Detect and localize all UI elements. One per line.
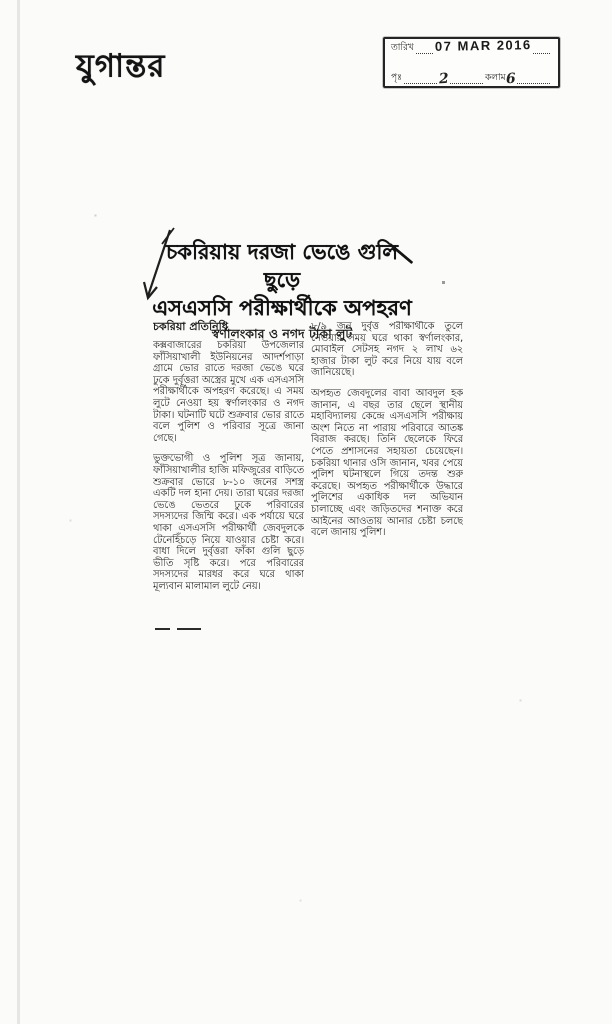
dotted-leader	[404, 80, 437, 84]
stamp-page-row	[391, 70, 552, 88]
article-subhead: স্বর্ণালংকার ও নগদ টাকা লুট	[211, 326, 353, 341]
dotted-leader	[533, 50, 550, 54]
body-paragraph: ভুক্তভোগী ও পুলিশ সূত্র জানায়, ফাঁসিয়াখালীর হাজি মফিজুরের বাড়িতে শুক্রবার ভোরে ৮-১০ জনের সশস্ত্র একটি দল হানা দেয়। তারা ঘরের দরজা ভেঙে ভেতরে ঢুকে পরিবারের সদস্যদের জিম্মি করে। এক পর্যায়ে ঘরে থাকা এসএসসি পরীক্ষার্থী জেবদুলকে টেনেহিঁচড়ে নিয়ে যাওয়ার চেষ্টা করে। বাধা দিলে দুর্বৃত্তরা ফাঁকা গুলি ছুড়ে ভীতি সৃষ্টি করে। পরে পরিবারের সদস্যদের মারধর করে ঘরে থাকা মূল্যবান মালামাল লুটে নেয়।	[153, 453, 304, 592]
stamp-date-value: 07 MAR 2016	[434, 37, 532, 54]
date-stamp-box	[383, 37, 560, 88]
headline-line-2: এসএসসি পরীক্ষার্থীকে অপহরণ	[152, 296, 412, 320]
dotted-leader	[416, 50, 433, 54]
article-end-mark	[155, 628, 201, 630]
stamp-page-label: পৃঃ	[391, 72, 402, 84]
stamp-column-value-handwritten: 6	[505, 70, 516, 88]
stamp-date-label: তারিখ	[391, 42, 414, 54]
body-paragraph: ৮/৯ জন দুর্বৃত্ত পরীক্ষার্থীকে তুলে নেওয়ার সময় ঘরে থাকা স্বর্ণালংকার, মোবাইল সেটসহ নগদ ২ লাখ ৬২ হাজার টাকা লুট করে নিয়ে যায় বলে জানিয়েছে।	[311, 321, 463, 379]
stamp-date-row	[391, 37, 552, 54]
stamp-column-label: কলাম	[484, 72, 506, 84]
newspaper-masthead: যুগান্তর	[76, 47, 166, 85]
headline-line-1: চকরিয়ায় দরজা ভেঙে গুলি ছুড়ে	[165, 240, 399, 292]
dotted-leader	[517, 80, 550, 84]
scan-edge-artifact	[17, 0, 20, 1024]
body-paragraph: অপহৃত জেবদুলের বাবা আবদুল হক জানান, এ বছর তার ছেলে স্থানীয় মহাবিদ্যালয় কেন্দ্রে এসএসসি পরীক্ষায় অংশ নিতে না পারায় পরিবারে আতঙ্ক বিরাজ করছে। তিনি ছেলেকে ফিরে পেতে প্রশাসনের সহায়তা চেয়েছেন। চকরিয়া থানার ওসি জানান, খবর পেয়ে পুলিশ ঘটনাস্থলে গিয়ে তদন্ত শুরু করেছে। অপহৃত পরীক্ষার্থীকে উদ্ধারে পুলিশের একাধিক দল অভিযান চালাচ্ছে এবং জড়িতদের শনাক্ত করে আইনের আওতায় আনার চেষ্টা চলছে বলে জানায় পুলিশ।	[311, 387, 463, 539]
end-dash	[155, 628, 170, 630]
article-byline: চকরিয়া প্রতিনিধি	[153, 320, 228, 333]
stamp-page-value-handwritten: 2	[438, 70, 449, 88]
body-paragraph: কক্সবাজারের চকরিয়া উপজেলার ফাঁসিয়াখালী ইউনিয়নের আদর্শপাড়া গ্রামে ভোর রাতে দরজা ভেঙে ঘরে ঢুকে দুর্বৃত্তরা অস্ত্রের মুখে এক এসএসসি পরীক্ষার্থীকে অপহরণ করেছে। এ সময় লুটে নেওয়া হয় স্বর্ণালংকার ও নগদ টাকা। ঘটনাটি ঘটে শুক্রবার ভোর রাতে বলে পুলিশ ও পরিবার সূত্রে জানা গেছে।	[153, 340, 304, 444]
dotted-leader	[450, 80, 483, 84]
scan-noise-speckles	[0, 0, 1, 1]
end-dash	[177, 628, 201, 630]
article-column-left	[153, 318, 304, 622]
article-column-right	[311, 321, 463, 617]
